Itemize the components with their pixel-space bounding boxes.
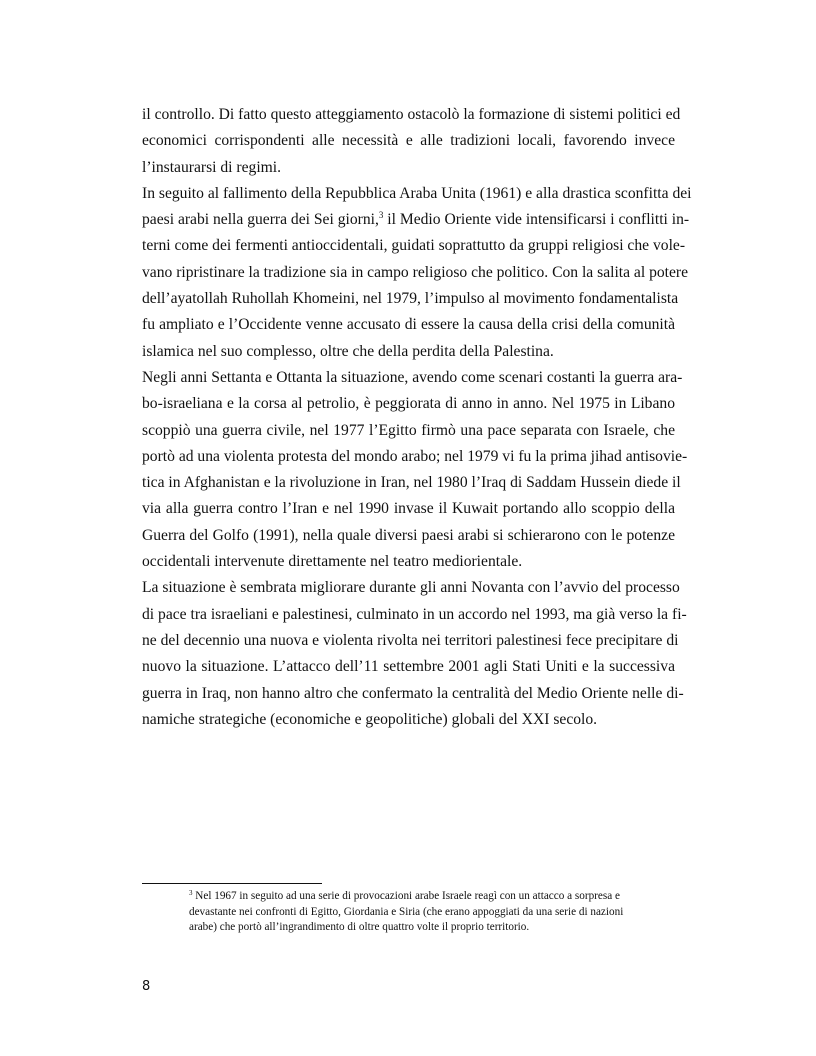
footnote-line: arabe) che portò all’ingrandimento di oltre quattro volte il proprio territorio. — [189, 921, 530, 933]
text-line: di pace tra israeliani e palestinesi, culminato in un accordo nel 1993, ma già verso la fi- — [142, 605, 687, 623]
text-line: l’instaurarsi di regimi. — [142, 158, 282, 176]
text-line: namiche strategiche (economiche e geopolitiche) globali del XXI secolo. — [142, 710, 598, 728]
paragraph-4 — [142, 575, 687, 733]
paragraph-3 — [142, 365, 688, 575]
text-line: bo-israeliana e la corsa al petrolio, è peggiorata di anno in anno. Nel 1975 in Libano — [142, 395, 675, 413]
text-line: via alla guerra contro l’Iran e nel 1990 invase il Kuwait portando allo scoppio della — [142, 500, 675, 518]
text-line: Negli anni Settanta e Ottanta la situazione, avendo come scenari costanti la guerra ara- — [142, 368, 683, 386]
text-segment: il Medio Oriente vide intensificarsi i conflitti in- — [387, 211, 690, 229]
text-line-with-footnote-ref — [142, 207, 690, 233]
main-text — [142, 102, 692, 733]
text-line: il controllo. Di fatto questo atteggiamento ostacolò la formazione di sistemi politici ed — [142, 106, 681, 123]
text-line: dell’ayatollah Ruhollah Khomeini, nel 1979, l’impulso al movimento fondamentalista — [142, 290, 679, 308]
paragraph-1 — [142, 102, 681, 181]
text-line: Guerra del Golfo (1991), nella quale diversi paesi arabi si schierarono con le potenze — [142, 526, 675, 544]
text-line: portò ad una violenta protesta del mondo arabo; nel 1979 vi fu la prima jihad antisovie- — [142, 447, 688, 465]
text-line: nuovo la situazione. L’attacco dell’11 settembre 2001 agli Stati Uniti e la successiva — [142, 658, 675, 676]
footnote-number: 3 — [189, 889, 193, 897]
text-line: ne del decennio una nuova e violenta rivolta nei territori palestinesi fece precipitare di — [142, 631, 679, 649]
text-line: terni come dei fermenti antioccidentali, guidati soprattutto da gruppi religiosi che vole- — [142, 237, 686, 255]
text-line: tica in Afghanistan e la rivoluzione in Iran, nel 1980 l’Iraq di Saddam Hussein diede il — [142, 474, 681, 492]
text-line: In seguito al fallimento della Repubblica Araba Unita (1961) e alla drastica sconfitta dei — [142, 184, 692, 202]
text-line: scoppiò una guerra civile, nel 1977 l’Egitto firmò una pace separata con Israele, che — [142, 421, 675, 439]
text-segment: paesi arabi nella guerra dei Sei giorni, — [142, 211, 379, 229]
footnote-line: devastante nei confronti di Egitto, Giordania e Siria (che erano appoggiati da una serie di nazioni — [189, 905, 624, 918]
text-segment: Nel 1967 in seguito ad una serie di provocazioni arabe Israele reagì con un attacco a sorpresa e — [192, 890, 620, 902]
text-line: La situazione è sembrata migliorare durante gli anni Novanta con l’avvio del processo — [142, 579, 680, 597]
footnote-separator — [142, 883, 322, 884]
footnote — [189, 889, 675, 936]
footnote-line — [189, 889, 675, 905]
page-number: 8 — [142, 979, 151, 994]
text-line: islamica nel suo complesso, oltre che della perdita della Palestina. — [142, 342, 554, 360]
text-line: vano ripristinare la tradizione sia in campo religioso che politico. Con la salita al potere — [142, 263, 689, 281]
text-line: guerra in Iraq, non hanno altro che confermato la centralità del Medio Oriente nelle di- — [142, 684, 684, 702]
text-line: occidentali intervenute direttamente nel teatro mediorientale. — [142, 553, 523, 571]
text-line: economici corrispondenti alle necessità e alle tradizioni locali, favorendo invece — [142, 132, 675, 150]
text-line: fu ampliato e l’Occidente venne accusato di essere la causa della crisi della comunità — [142, 316, 675, 334]
paragraph-2 — [142, 181, 692, 365]
footnote-reference[interactable]: 3 — [378, 210, 384, 221]
